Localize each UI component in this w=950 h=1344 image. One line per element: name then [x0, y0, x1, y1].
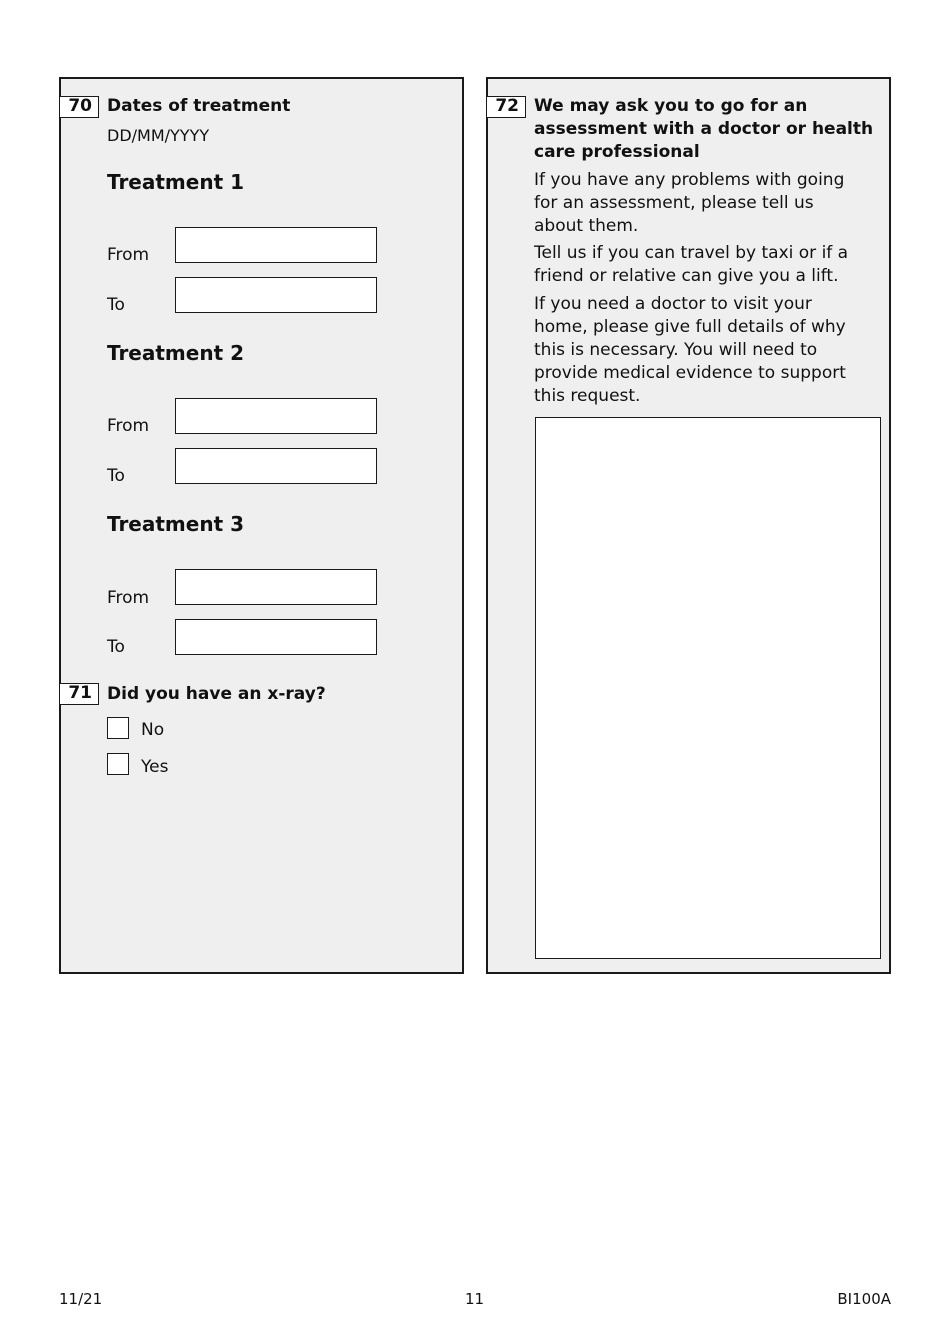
treatment-3-to-label: To: [107, 637, 125, 657]
paragraph-line: about them.: [534, 216, 639, 236]
question-number-72: 72: [486, 96, 526, 118]
treatment-1-to-label: To: [107, 295, 125, 315]
treatment-1-from-field[interactable]: [175, 227, 377, 263]
xray-yes-checkbox[interactable]: [107, 753, 129, 775]
date-format-hint: DD/MM/YYYY: [107, 126, 210, 145]
assessment-details-textarea[interactable]: [535, 417, 881, 959]
treatment-3-from-field[interactable]: [175, 569, 377, 605]
treatment-2-from-field[interactable]: [175, 398, 377, 434]
treatment-1-to-field[interactable]: [175, 277, 377, 313]
paragraph-line: this request.: [534, 386, 641, 406]
xray-no-label: No: [141, 720, 165, 740]
paragraph-line: If you need a doctor to visit your: [534, 294, 812, 314]
treatment-2-heading: Treatment 2: [107, 341, 245, 365]
assessment-problems-paragraph: [534, 169, 864, 238]
question-72-title: [534, 95, 873, 164]
paragraph-line: friend or relative can give you a lift.: [534, 266, 839, 286]
paragraph-line: for an assessment, please tell us: [534, 193, 814, 213]
paragraph-line: If you have any problems with going: [534, 170, 845, 190]
treatment-2-to-label: To: [107, 466, 125, 486]
question-72-panel: [486, 77, 891, 974]
treatment-1-from-label: From: [107, 245, 150, 265]
question-number-70: 70: [59, 96, 99, 118]
treatment-2-to-field[interactable]: [175, 448, 377, 484]
treatment-2-from-label: From: [107, 416, 150, 436]
home-visit-paragraph: [534, 293, 864, 408]
treatment-3-heading: Treatment 3: [107, 512, 245, 536]
xray-no-checkbox[interactable]: [107, 717, 129, 739]
treatment-1-heading: Treatment 1: [107, 170, 245, 194]
paragraph-line: this is necessary. You will need to: [534, 340, 818, 360]
question-72-title-line: assessment with a doctor or health: [534, 119, 874, 139]
footer-page-number: 11: [465, 1290, 485, 1308]
question-72-title-line: We may ask you to go for an: [534, 96, 808, 116]
footer-date: 11/21: [59, 1290, 103, 1308]
question-72-title-line: care professional: [534, 142, 700, 162]
treatment-3-to-field[interactable]: [175, 619, 377, 655]
treatment-3-from-label: From: [107, 588, 150, 608]
footer-form-code: BI100A: [837, 1290, 891, 1308]
paragraph-line: provide medical evidence to support: [534, 363, 846, 383]
question-70-title: Dates of treatment: [107, 96, 291, 116]
question-71-title: Did you have an x-ray?: [107, 684, 326, 704]
question-number-71: 71: [59, 683, 99, 705]
xray-yes-label: Yes: [141, 757, 169, 777]
travel-paragraph: [534, 242, 864, 288]
paragraph-line: Tell us if you can travel by taxi or if a: [534, 243, 849, 263]
paragraph-line: home, please give full details of why: [534, 317, 846, 337]
question-70-panel: [59, 77, 464, 974]
